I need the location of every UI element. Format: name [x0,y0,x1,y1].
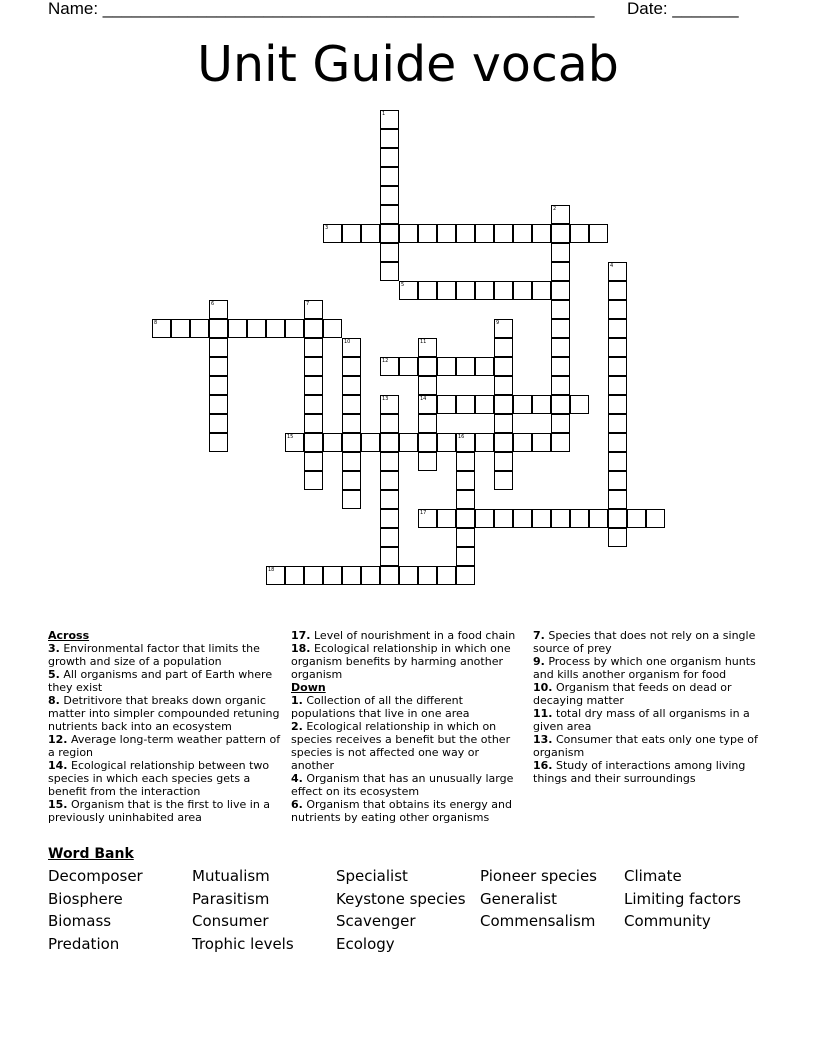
crossword-cell[interactable] [380,110,399,129]
clue-down-16: 16. Study of interactions among living things and their surroundings [533,759,746,785]
clue-number: 5 [401,282,405,288]
crossword-cell[interactable] [437,224,456,243]
crossword-cell[interactable] [380,357,399,376]
clue-across-8: 8. Detritivore that breaks down organic matter into simpler compounded retuning nutrients back into an ecosystem [48,694,280,733]
word-bank-item: Parasitism [192,889,270,908]
crossword-cell[interactable] [456,395,475,414]
crossword-cell[interactable] [456,224,475,243]
crossword-cell[interactable] [475,357,494,376]
crossword-cell[interactable] [551,357,570,376]
crossword-cell[interactable] [551,243,570,262]
crossword-cell[interactable] [380,167,399,186]
crossword-cell[interactable] [342,452,361,471]
crossword-cell[interactable] [380,395,399,414]
crossword-cell[interactable] [589,509,608,528]
word-bank-item: Biomass [48,912,112,930]
clue-across-5: 5. All organisms and part of Earth where they exist [48,668,273,694]
word-bank-item: Biosphere [48,889,123,908]
clue-number: 10 [344,339,351,345]
crossword-cell[interactable] [551,224,570,243]
crossword-cell[interactable] [247,319,266,338]
crossword-cell[interactable] [266,319,285,338]
crossword-cell[interactable] [304,300,323,319]
word-bank-item: Decomposer [48,867,143,885]
crossword-cell[interactable] [608,471,627,490]
crossword-cell[interactable] [342,490,361,509]
crossword-cell[interactable] [342,224,361,243]
crossword-cell[interactable] [380,262,399,281]
crossword-cell[interactable] [304,566,323,585]
crossword-cell[interactable] [494,376,513,395]
crossword-cell[interactable] [342,471,361,490]
crossword-cell[interactable] [570,395,589,414]
clue-number: 2 [553,206,557,212]
crossword-cell[interactable] [494,433,513,452]
crossword-cell[interactable] [475,395,494,414]
crossword-cell[interactable] [608,490,627,509]
word-bank-item: Trophic levels [192,934,294,953]
crossword-cell[interactable] [608,509,627,528]
crossword-cell[interactable] [418,357,437,376]
crossword-cell[interactable] [456,433,475,452]
crossword-cell[interactable] [380,509,399,528]
crossword-cell[interactable] [380,205,399,224]
crossword-cell[interactable] [304,376,323,395]
clue-down-1: 1. Collection of all the different populations that live in one area [291,694,470,720]
crossword-cell[interactable] [551,338,570,357]
crossword-cell[interactable] [551,414,570,433]
clues-column-2 [291,629,521,824]
crossword-cell[interactable] [418,414,437,433]
crossword-cell[interactable] [551,262,570,281]
crossword-cell[interactable] [570,509,589,528]
crossword-cell[interactable] [380,224,399,243]
crossword-cell[interactable] [437,395,456,414]
crossword-cell[interactable] [418,338,437,357]
crossword-cell[interactable] [475,509,494,528]
crossword-cell[interactable] [494,224,513,243]
crossword-cell[interactable] [323,433,342,452]
crossword-cell[interactable] [361,224,380,243]
crossword-cell[interactable] [342,357,361,376]
crossword-cell[interactable] [532,281,551,300]
crossword-cell[interactable] [551,319,570,338]
crossword-cell[interactable] [494,452,513,471]
crossword-cell[interactable] [342,395,361,414]
crossword-cell[interactable] [209,376,228,395]
crossword-cell[interactable] [418,566,437,585]
crossword-cell[interactable] [209,414,228,433]
crossword-cell[interactable] [380,528,399,547]
crossword-cell[interactable] [399,281,418,300]
crossword-cell[interactable] [399,566,418,585]
crossword-cell[interactable] [304,319,323,338]
clue-down-11: 11. total dry mass of all organisms in a given area [533,707,750,733]
crossword-cell[interactable] [209,395,228,414]
crossword-cell[interactable] [532,224,551,243]
crossword-cell[interactable] [494,471,513,490]
crossword-cell[interactable] [342,433,361,452]
word-bank [48,867,788,953]
crossword-cell[interactable] [418,281,437,300]
crossword-cell[interactable] [532,395,551,414]
clue-number: 8 [154,320,158,326]
crossword-cell[interactable] [437,357,456,376]
crossword-cell[interactable] [342,414,361,433]
crossword-cell[interactable] [456,566,475,585]
crossword-cell[interactable] [304,357,323,376]
word-bank-item: Commensalism [480,912,596,930]
crossword-cell[interactable] [361,566,380,585]
crossword-cell[interactable] [399,357,418,376]
crossword-cell[interactable] [380,452,399,471]
crossword-cell[interactable] [342,338,361,357]
word-bank-item: Climate [624,867,682,885]
crossword-cell[interactable] [608,300,627,319]
crossword-cell[interactable] [456,452,475,471]
word-bank-item: Scavenger [336,912,416,930]
crossword-cell[interactable] [551,300,570,319]
word-bank-item: Keystone species [336,889,466,908]
crossword-cell[interactable] [551,395,570,414]
crossword-cell[interactable] [608,281,627,300]
crossword-cell[interactable] [380,566,399,585]
crossword-cell[interactable] [608,357,627,376]
crossword-cell[interactable] [209,433,228,452]
crossword-cell[interactable] [494,338,513,357]
crossword-cell[interactable] [627,509,646,528]
date-line: Date: _______ [627,0,739,18]
crossword-cell[interactable] [380,471,399,490]
crossword-cell[interactable] [380,414,399,433]
clue-down-9: 9. Process by which one organism hunts and kills another organism for food [533,655,756,681]
crossword-cell[interactable] [513,224,532,243]
crossword-cell[interactable] [551,509,570,528]
crossword-cell[interactable] [532,433,551,452]
word-bank-item: Pioneer species [480,867,597,885]
crossword-cell[interactable] [608,319,627,338]
crossword-cell[interactable] [342,376,361,395]
crossword-cell[interactable] [285,566,304,585]
crossword-cell[interactable] [304,338,323,357]
clue-across-14: 14. Ecological relationship between two species in which each species gets a benefit from the interaction [48,759,270,798]
crossword-cell[interactable] [608,395,627,414]
crossword-cell[interactable] [171,319,190,338]
crossword-cell[interactable] [513,509,532,528]
crossword-cell[interactable] [551,205,570,224]
crossword-cell[interactable] [418,509,437,528]
clue-number: 1 [382,111,386,117]
clue-number: 17 [420,510,427,516]
crossword-cell[interactable] [304,414,323,433]
clue-number: 6 [211,301,215,307]
crossword-cell[interactable] [266,566,285,585]
crossword-cell[interactable] [456,357,475,376]
word-bank-item: Limiting factors [624,889,741,908]
clue-number: 16 [458,434,465,440]
crossword-cell[interactable] [399,433,418,452]
crossword-cell[interactable] [361,433,380,452]
clue-down-7: 7. Species that does not rely on a single source of prey [533,629,756,655]
clue-number: 3 [325,225,329,231]
word-bank-item: Ecology [336,934,395,953]
crossword-cell[interactable] [323,566,342,585]
word-bank-item: Predation [48,934,120,953]
crossword-cell[interactable] [152,319,171,338]
crossword-cell[interactable] [418,376,437,395]
word-bank-item: Specialist [336,867,408,885]
crossword-cell[interactable] [494,395,513,414]
crossword-cell[interactable] [285,433,304,452]
clue-number: 11 [420,339,427,345]
crossword-cell[interactable] [380,186,399,205]
crossword-cell[interactable] [551,376,570,395]
clues-column-1 [48,629,284,824]
crossword-cell[interactable] [513,433,532,452]
clue-number: 12 [382,358,389,364]
crossword-cell[interactable] [551,433,570,452]
crossword-cell[interactable] [608,338,627,357]
page-title: Unit Guide vocab [197,36,619,93]
crossword-cell[interactable] [380,490,399,509]
crossword-cell[interactable] [418,395,437,414]
crossword-cell[interactable] [323,319,342,338]
across-header: Across [48,629,90,642]
clue-across-17: 17. Level of nourishment in a food chain [291,629,516,642]
crossword-cell[interactable] [494,414,513,433]
crossword-cell[interactable] [532,509,551,528]
crossword-cell[interactable] [475,433,494,452]
name-line: Name: ____________________________________________________ [48,0,595,18]
clue-number: 13 [382,396,389,402]
clue-down-6: 6. Organism that obtains its energy and nutrients by eating other organisms [291,798,512,824]
crossword-cell[interactable] [380,129,399,148]
clue-number: 14 [420,396,427,402]
crossword-cell[interactable] [380,148,399,167]
crossword-cell[interactable] [209,357,228,376]
clue-down-4: 4. Organism that has an unusually large effect on its ecosystem [291,772,514,798]
crossword-cell[interactable] [475,281,494,300]
crossword-cell[interactable] [456,509,475,528]
crossword-cell[interactable] [646,509,665,528]
crossword-cell[interactable] [456,471,475,490]
crossword-cell[interactable] [228,319,247,338]
crossword-cell[interactable] [323,224,342,243]
crossword-cell[interactable] [209,319,228,338]
clue-down-10: 10. Organism that feeds on dead or decaying matter [533,681,732,707]
clues-column-3 [533,629,769,785]
crossword-cell[interactable] [608,528,627,547]
crossword-cell[interactable] [304,395,323,414]
crossword-cell[interactable] [608,376,627,395]
crossword-cell[interactable] [437,566,456,585]
clue-number: 7 [306,301,310,307]
clue-number: 4 [610,263,614,269]
crossword-cell[interactable] [494,319,513,338]
crossword-cell[interactable] [494,509,513,528]
crossword-cell[interactable] [418,433,437,452]
crossword-cell[interactable] [418,452,437,471]
clue-across-12: 12. Average long-term weather pattern of a region [48,733,281,759]
crossword-cell[interactable] [380,243,399,262]
crossword-cell[interactable] [304,452,323,471]
crossword-cell[interactable] [494,357,513,376]
clue-across-15: 15. Organism that is the first to live in a previously uninhabited area [48,798,271,824]
crossword-cell[interactable] [209,338,228,357]
crossword-cell[interactable] [570,224,589,243]
crossword-cell[interactable] [456,547,475,566]
crossword-cell[interactable] [380,547,399,566]
crossword-cell[interactable] [608,433,627,452]
crossword-cell[interactable] [608,262,627,281]
crossword-cell[interactable] [475,224,494,243]
crossword-cell[interactable] [285,319,304,338]
clue-down-2: 2. Ecological relationship in which on species receives a benefit but the other species is not affected one way or another [291,720,511,772]
crossword-cell[interactable] [437,281,456,300]
word-bank-item: Community [624,912,711,930]
crossword-cell[interactable] [589,224,608,243]
down-header: Down [291,681,326,694]
crossword-cell[interactable] [513,395,532,414]
crossword-cell[interactable] [190,319,209,338]
crossword-cell[interactable] [551,281,570,300]
crossword-cell[interactable] [456,281,475,300]
word-bank-title: Word Bank [48,846,134,862]
crossword-cell[interactable] [437,509,456,528]
word-bank-item: Consumer [192,912,269,930]
crossword-cell[interactable] [456,490,475,509]
crossword-cell[interactable] [437,433,456,452]
clue-across-3: 3. Environmental factor that limits the growth and size of a population [48,642,260,668]
crossword-cell[interactable] [494,281,513,300]
clue-number: 9 [496,320,500,326]
crossword-cell[interactable] [456,528,475,547]
clue-across-18: 18. Ecological relationship in which one organism benefits by harming another organism [291,642,511,681]
crossword-cell[interactable] [380,433,399,452]
crossword-cell[interactable] [304,471,323,490]
crossword-cell[interactable] [513,281,532,300]
crossword-cell[interactable] [342,566,361,585]
clue-number: 15 [287,434,294,440]
crossword-cell[interactable] [608,414,627,433]
clue-down-13: 13. Consumer that eats only one type of organism [533,733,758,759]
word-bank-item: Mutualism [192,867,270,885]
crossword-cell[interactable] [209,300,228,319]
crossword-cell[interactable] [418,224,437,243]
crossword-cell[interactable] [399,224,418,243]
word-bank-item: Generalist [480,889,557,908]
clue-number: 18 [268,567,275,573]
crossword-cell[interactable] [304,433,323,452]
crossword-cell[interactable] [608,452,627,471]
